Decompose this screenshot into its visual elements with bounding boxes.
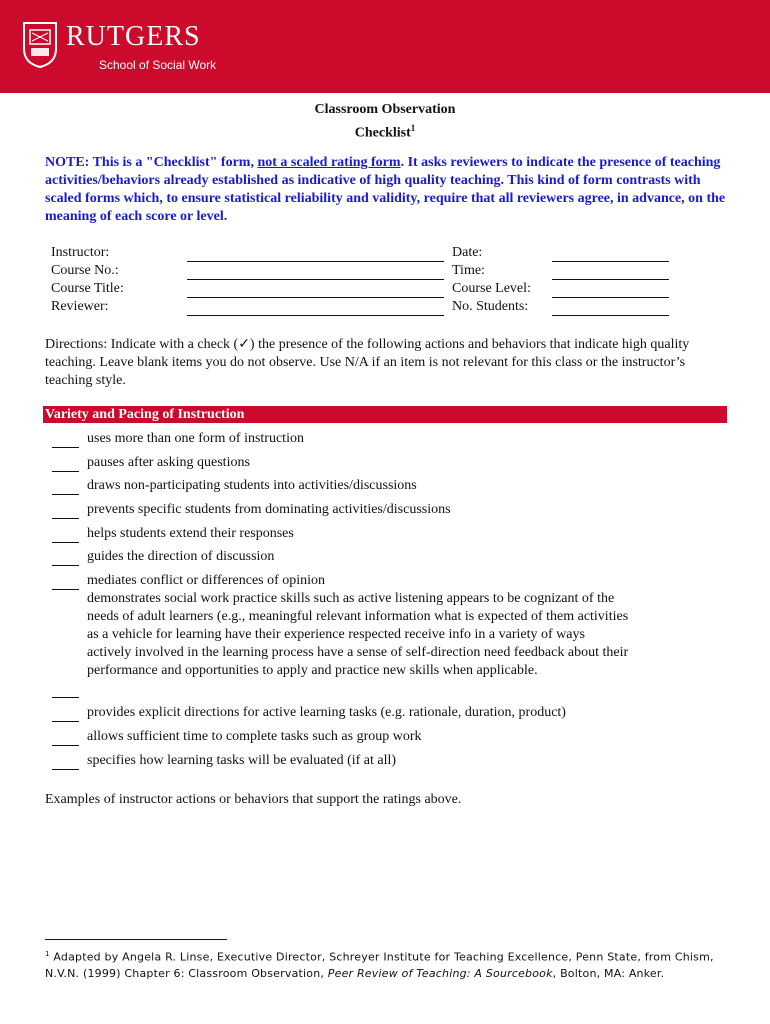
- check-blank[interactable]: [52, 769, 79, 770]
- course-title-label: Course Title:: [51, 281, 124, 296]
- footnote-ref: 1: [410, 123, 416, 133]
- footnote-mark: 1: [45, 950, 50, 958]
- time-field[interactable]: [552, 279, 669, 280]
- directions-text: Directions: Indicate with a check (✓) the presence of the following actions and behaviors that indicate high quality teaching. Leave blank items you do not observe. Use N/A if an item is not relevant for this class or the instructor’s teaching style.: [45, 337, 690, 388]
- checklist-item: pauses after asking questions: [87, 455, 250, 470]
- footnote-text-2: , Bolton, MA: Anker.: [552, 966, 665, 980]
- page-subtitle-text: Checklist: [354, 125, 411, 141]
- checklist-item: uses more than one form of instruction: [87, 431, 304, 446]
- date-label: Date:: [452, 245, 483, 260]
- checklist-item: mediates conflict or differences of opinion: [87, 573, 326, 588]
- instructor-field[interactable]: [187, 261, 444, 262]
- footnote: [45, 946, 745, 982]
- note-underlined: not a scaled rating form: [257, 155, 401, 170]
- time-label: Time:: [452, 263, 485, 278]
- checklist-item: helps students extend their responses: [87, 526, 294, 541]
- check-blank[interactable]: [52, 447, 79, 448]
- check-blank[interactable]: [52, 589, 79, 590]
- footnote-text-1: Adapted by Angela R. Linse, Executive Director, Schreyer Institute for Teaching Excellence, Penn State, from Chism, N.V.N. (1999) Chapter 6: Classroom Observation,: [45, 950, 714, 980]
- footnote-rule: [45, 939, 227, 940]
- checklist-item: guides the direction of discussion: [87, 549, 275, 564]
- course-no-label: Course No.:: [51, 263, 119, 278]
- section-header: Variety and Pacing of Instruction: [43, 406, 727, 423]
- examples-text: Examples of instructor actions or behaviors that support the ratings above.: [45, 792, 462, 807]
- instructor-label: Instructor:: [51, 245, 110, 260]
- checklist-item: provides explicit directions for active learning tasks (e.g. rationale, duration, product): [87, 705, 566, 720]
- checklist-item-long: demonstrates social work practice skills such as active listening appears to be cognizant of the needs of adult learners (e.g., meaningful relevant information what is expected of them activities as a vehicle for learning have their experience respected receive info in a variety of ways actively involved in the learning process have a sense of self-direction need feedback about their performance and opportunities to apply and practice new skills when applicable.: [87, 591, 629, 678]
- check-blank[interactable]: [52, 542, 79, 543]
- note-part1: NOTE: This is a "Checklist" form,: [45, 155, 258, 170]
- check-blank[interactable]: [52, 471, 79, 472]
- check-blank[interactable]: [52, 494, 79, 495]
- note-part2: . It asks reviewers to indicate the presence of teaching activities/behaviors already established as indicative of high quality teaching. This kind of form contrasts with scaled forms which, to ensure statistical reliability and validity, require that all reviewers agree, in advance, on the meaning of each score or level.: [45, 155, 726, 224]
- checklist-item: allows sufficient time to complete tasks such as group work: [87, 729, 422, 744]
- reviewer-label: Reviewer:: [51, 299, 109, 314]
- check-blank[interactable]: [52, 565, 79, 566]
- brand-name: RUTGERS: [66, 21, 201, 52]
- no-students-label: No. Students:: [452, 299, 529, 314]
- date-field[interactable]: [552, 261, 669, 262]
- header-banner: [0, 0, 770, 93]
- check-blank[interactable]: [52, 721, 79, 722]
- course-level-label: Course Level:: [452, 281, 531, 296]
- page-title: Classroom Observation: [314, 102, 456, 117]
- rutgers-shield-logo: [22, 21, 58, 69]
- no-students-field[interactable]: [552, 315, 669, 316]
- footnote-book-title: Peer Review of Teaching: A Sourcebook: [327, 966, 553, 980]
- checklist-item: draws non-participating students into activities/discussions: [87, 478, 417, 493]
- note-paragraph: [45, 154, 735, 226]
- check-blank[interactable]: [52, 518, 79, 519]
- page-subtitle: [0, 119, 770, 143]
- course-level-field[interactable]: [552, 297, 669, 298]
- check-blank[interactable]: [52, 745, 79, 746]
- course-title-field[interactable]: [187, 297, 444, 298]
- checklist-item: specifies how learning tasks will be evaluated (if at all): [87, 753, 397, 768]
- reviewer-field[interactable]: [187, 315, 444, 316]
- course-no-field[interactable]: [187, 279, 444, 280]
- check-blank[interactable]: [52, 697, 79, 698]
- brand-subtitle: School of Social Work: [99, 58, 217, 72]
- checklist-item: prevents specific students from dominating activities/discussions: [87, 502, 451, 517]
